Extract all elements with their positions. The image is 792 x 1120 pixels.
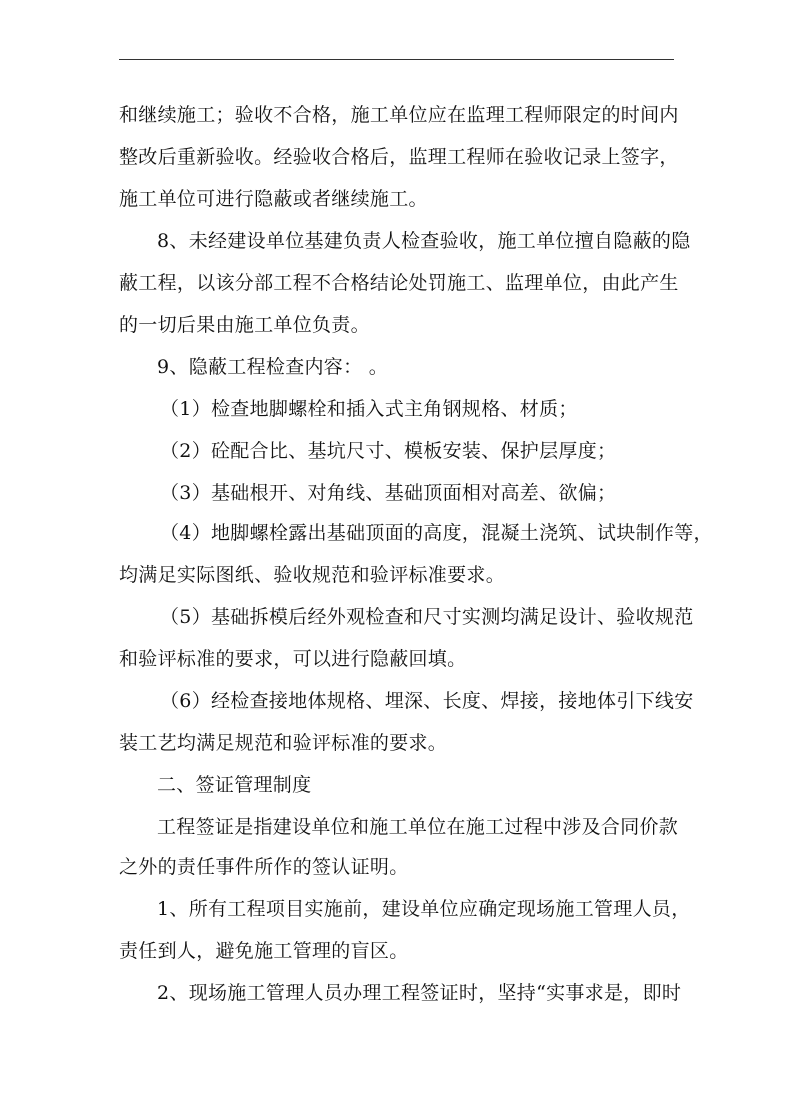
text-line-3: 施工单位可进行隐蔽或者继续施工。 — [119, 188, 428, 210]
text-line-11: （4）地脚螺栓露出基础顶面的高度，混凝土浇筑、试块制作等， — [160, 522, 713, 544]
section-heading: 二、签证管理制度 — [157, 774, 312, 796]
text-line-4: 8、未经建设单位基建负责人检查验收，施工单位擅自隐蔽的隐 — [157, 230, 691, 252]
text-line-8: （1）检查地脚螺栓和插入式主角钢规格、材质； — [160, 398, 578, 420]
text-line-15: （6）经检查接地体规格、埋深、长度、焊接，接地体引下线安 — [160, 690, 694, 712]
text-line-12: 均满足实际图纸、验收规范和验评标准要求。 — [119, 564, 506, 586]
text-line-18: 工程签证是指建设单位和施工单位在施工过程中涉及合同价款 — [157, 816, 679, 838]
text-line-9: （2）砼配合比、基坑尺寸、模板安装、保护层厚度； — [160, 440, 617, 462]
header-rule — [119, 59, 674, 60]
text-line-13: （5）基础拆模后经外观检查和尺寸实测均满足设计、验收规范 — [160, 606, 694, 628]
text-line-7: 9、隐蔽工程检查内容： 。 — [157, 356, 389, 378]
text-line-19: 之外的责任事件所作的签认证明。 — [119, 856, 409, 878]
text-line-6: 的一切后果由施工单位负责。 — [119, 314, 370, 336]
text-line-14: 和验评标准的要求，可以进行隐蔽回填。 — [119, 648, 467, 670]
text-line-10: （3）基础根开、对角线、基础顶面相对高差、欲偏； — [160, 482, 617, 504]
text-line-5: 蔽工程，以该分部工程不合格结论处罚施工、监理单位，由此产生 — [119, 272, 679, 294]
text-line-2: 整改后重新验收。经验收合格后，监理工程师在验收记录上签字， — [119, 146, 679, 168]
text-line-20: 1、所有工程项目实施前，建设单位应确定现场施工管理人员， — [157, 898, 691, 920]
text-line-22: 2、现场施工管理人员办理工程签证时，坚持“实事求是，即时 — [157, 982, 682, 1004]
text-line-1: 和继续施工；验收不合格，施工单位应在监理工程师限定的时间内 — [119, 104, 679, 126]
text-line-21: 责任到人，避免施工管理的盲区。 — [119, 940, 409, 962]
text-line-16: 装工艺均满足规范和验评标准的要求。 — [119, 732, 448, 754]
